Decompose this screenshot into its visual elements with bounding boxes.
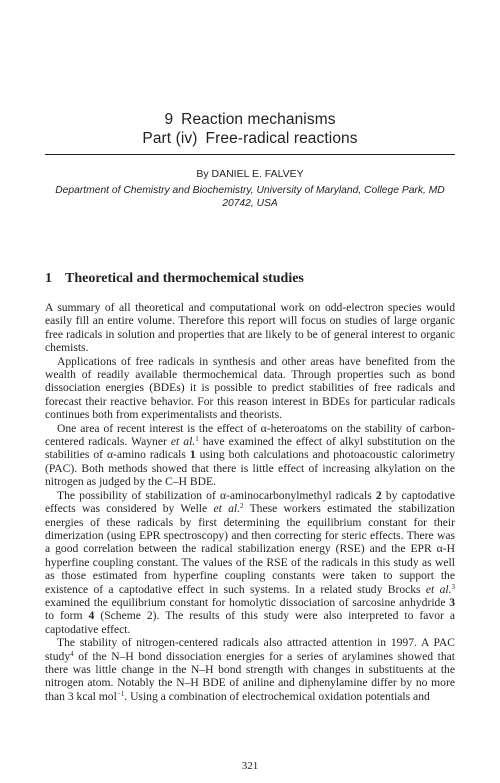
paragraph-3 [45,422,455,489]
paragraph-5 [45,636,455,703]
paragraph-4-text-c: These workers estimated the stabilization energies of these radicals by first determining the equilibrium constant for their dimerization (using EPR spectroscopy) and then correcting for steric effects. There was a good correlation between the radical stabilization energy (RSE) and the EPR α-H hyperfine coupling constant. The values of the RSE of the radicals in this study as well as those estimated from hyperfine coupling constants were taken to support the existence of a captodative effect in such systems. In a related study Brocks [45,502,455,596]
author-byline: By DANIEL E. FALVEY [196,168,304,180]
part-title: Free-radical reactions [205,130,358,147]
paragraph-2: Applications of free radicals in synthesis and other areas have benefited from the wealth of readily available thermochemical data. Through properties such as bond dissociation energies (BDEs) it is possible to predict stabilities of free radicals and forecast their reactive behavior. For this reason interest in BDEs for particular radicals continues both from experimentalists and theorists. [45,354,455,422]
et-al-italic: et al. [213,502,241,516]
unit-exponent: −1 [116,689,125,698]
compound-number: 2 [375,488,382,502]
paragraph-5-text-a: The stability of nitrogen-centered radicals also attracted attention in 1997. A PAC study [45,636,455,663]
paragraph-3-text-c: using both calculations and photoacoustic calorimetry (PAC). Both methods showed that there is little effect of increasing alkylation on the nitrogen as judged by the C–H BDE. [45,448,455,489]
body-text [45,301,455,703]
compound-number: 1 [189,448,196,462]
paragraph-4 [45,489,455,636]
paragraph-1: A summary of all theoretical and computational work on odd-electron species would easily fill an entire volume. Therefore this report will focus on studies of large organic free radicals in solution and properties that are likely to be of general interest to organic chemists. [45,301,455,355]
paragraph-5-text-c: . Using a combination of electrochemical oxidation potentials and [124,689,430,703]
paragraph-4-text-d: examined the equilibrium constant for homolytic dissociation of sarcosine anhydride [45,595,450,609]
reference-marker: 1 [195,435,199,444]
chapter-number: 9 [164,111,174,128]
chapter-title: Reaction mechanisms [181,111,336,128]
affiliation-line-2: 20742, USA [222,198,278,209]
paragraph-3-text-a: One area of recent interest is the effect of α-heteroatoms on the stability of carbon-centered radicals. Wayner [45,421,455,449]
et-al-italic: et al. [170,435,196,449]
part-title-line [0,129,500,149]
reference-marker: 4 [70,649,74,658]
paragraph-4-text-a: The possibility of stabilization of α-aminocarbonylmethyl radicals [57,488,376,502]
paragraph-5-text-b: of the N–H bond dissociation energies for a series of arylamines showed that there was little change in the N–H bond strength with changes in substituents at the nitrogen atom. Notably the N–H BDE of aniline and diphenylamine differ by no more than 3 kcal mol [45,649,455,703]
section-heading [45,271,304,287]
compound-number: 4 [88,609,95,623]
chapter-title-line [0,110,500,130]
section-title: Theoretical and thermochemical studies [65,271,304,286]
reference-marker: 3 [451,582,455,591]
affiliation-line-1: Department of Chemistry and Biochemistry, University of Maryland, College Park, MD [55,185,445,196]
reference-marker: 2 [240,502,244,511]
compound-number: 3 [449,595,455,609]
paragraph-4-text-f: (Scheme 2). The results of this study were also interpreted to favor a captodative effect. [45,609,456,636]
section-number: 1 [45,271,52,286]
part-label: Part (iv) [142,130,198,147]
paragraph-4-text-e: to form [45,609,89,623]
header-rule [45,154,455,155]
paragraph-3-text-b: have examined the effect of alkyl substitution on the stabilities of α-amino radicals [45,435,456,462]
et-al-italic: et al. [425,582,452,596]
page-number: 321 [241,760,259,772]
paragraph-4-text-b: by captodative effects was considered by Welle [45,488,455,516]
